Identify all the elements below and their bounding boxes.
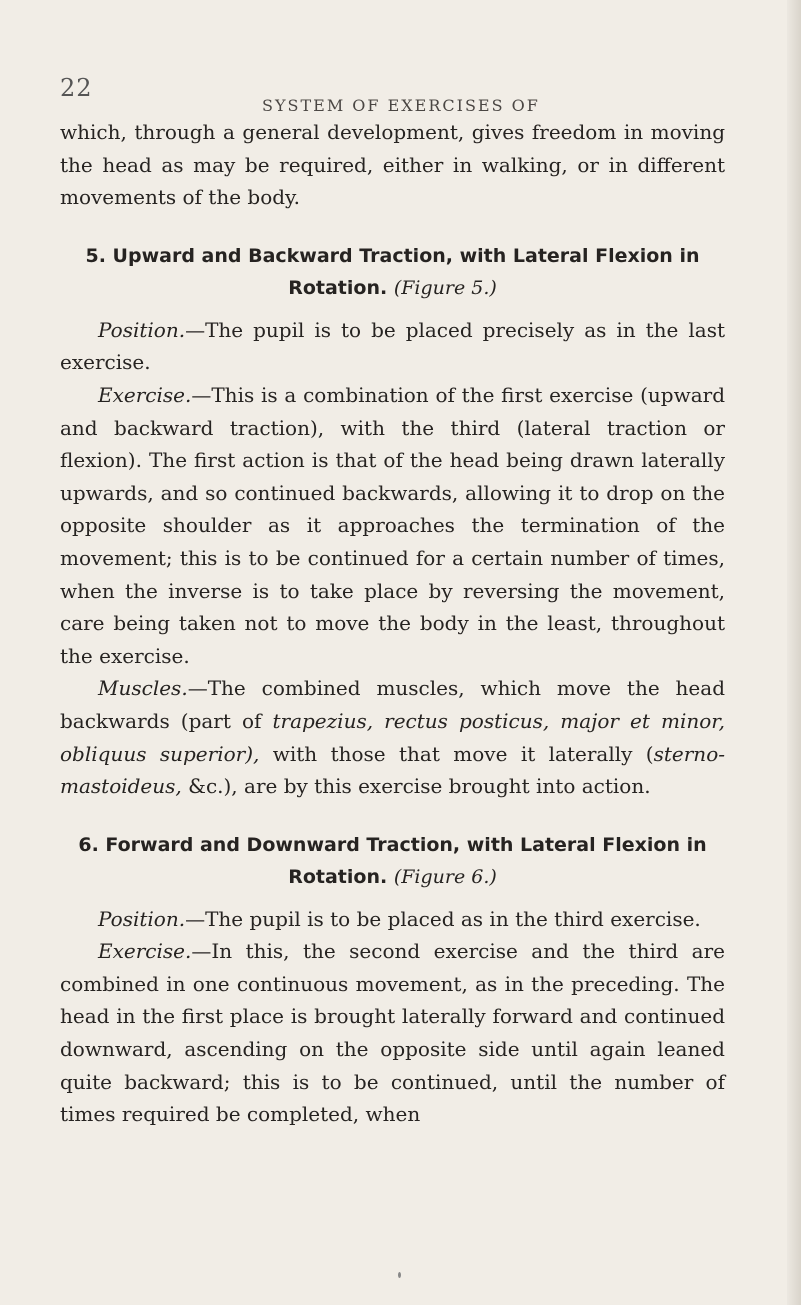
exercise-text: —In this, the second exercise and the third are combined in one continuous movement, as in the preceding. The head in the first place is brought laterally forward and continued downward, ascending on the opposite side until again leaned quite backward; this is to be continued, until the number of times required be completed, when xyxy=(60,939,725,1127)
section-5-muscles-paragraph xyxy=(60,672,725,802)
running-head: SYSTEM OF EXERCISES OF xyxy=(262,96,540,115)
section-6-heading xyxy=(60,829,725,893)
muscles-label: Muscles. xyxy=(98,676,188,701)
section-5-heading xyxy=(60,240,725,304)
position-text: —The pupil is to be placed precisely as in the last exercise. xyxy=(60,317,725,375)
section-5-exercise-paragraph xyxy=(60,379,725,672)
muscles-italic-1: trapezius, rectus posticus, major et minor, obliquus superior), xyxy=(60,708,725,766)
paper-speck xyxy=(398,1272,401,1278)
muscles-text-3: &c.), are by this exercise brought into action. xyxy=(181,774,651,799)
exercise-text: —This is a combination of the first exercise (upward and backward traction), with the third (lateral traction or flexion). The first action is that of the head being drawn laterally upwards, and so continued backwards, allowing it to drop on the opposite shoulder as it approaches the termination of the movement; this is to be continued for a certain number of times, when the inverse is to take place by reversing the movement, care being taken not to move the body in the least, throughout the exercise. xyxy=(60,382,725,668)
section-6-exercise-paragraph xyxy=(60,935,725,1131)
position-label: Position. xyxy=(98,317,186,342)
page-edge-shadow xyxy=(787,0,801,1305)
section-6-position-paragraph xyxy=(60,903,725,936)
muscles-text-2: with those that move it laterally ( xyxy=(259,741,654,766)
page-number: 22 xyxy=(60,74,93,102)
section-6-title: 6. Forward and Downward Traction, with Lateral Flexion in Rotation. xyxy=(78,833,707,888)
exercise-label: Exercise. xyxy=(98,939,192,964)
section-5-figure-ref: (Figure 5.) xyxy=(393,276,497,299)
opening-paragraph: which, through a general development, gives freedom in moving the head as may be required, either in walking, or in different movements of the body. xyxy=(60,120,725,210)
section-6-figure-ref: (Figure 6.) xyxy=(393,865,497,888)
position-label: Position. xyxy=(98,906,186,931)
exercise-label: Exercise. xyxy=(98,382,192,407)
muscles-italic-2: sterno-mastoideus, xyxy=(60,741,725,799)
muscles-text-1: —The combined muscles, which move the head backwards (part of xyxy=(60,676,725,733)
page-body xyxy=(60,116,725,1131)
section-5-title: 5. Upward and Backward Traction, with Lateral Flexion in Rotation. xyxy=(85,244,700,299)
position-text: —The pupil is to be placed as in the third exercise. xyxy=(185,906,701,931)
section-5-position-paragraph xyxy=(60,314,725,379)
